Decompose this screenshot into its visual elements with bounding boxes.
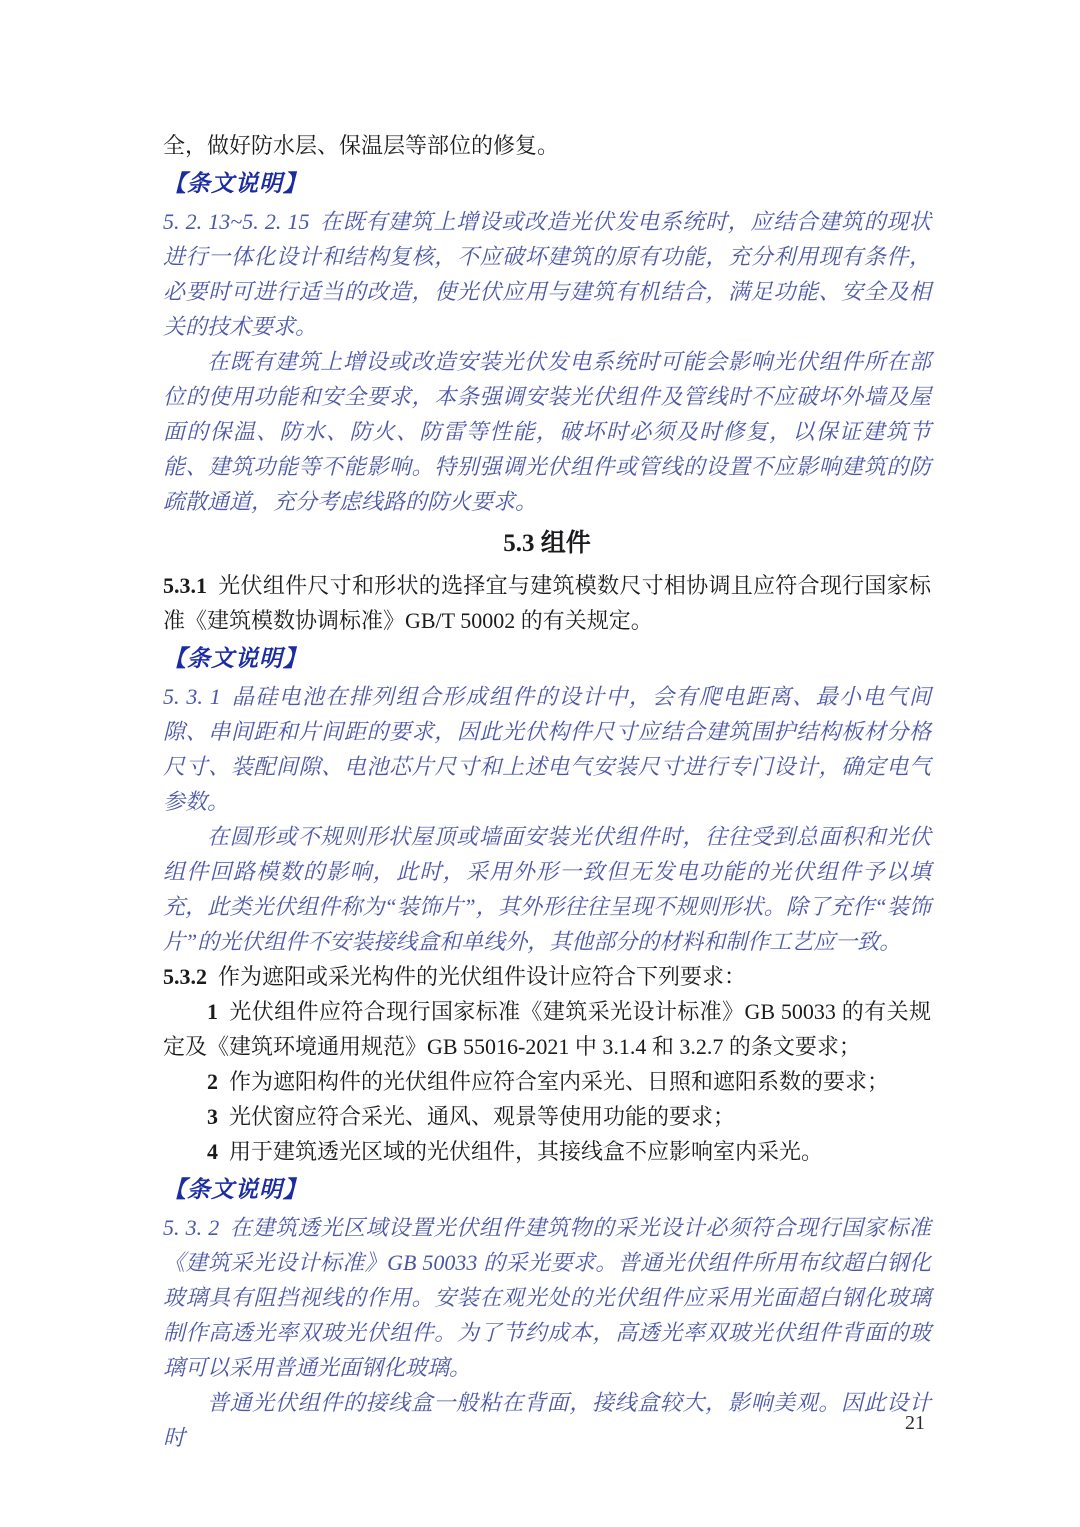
- section-heading-5-3: 5.3 组件: [503, 530, 591, 557]
- note-5-3-1-paragraph-1: [163, 679, 931, 819]
- item-2-text: 作为遮阳构件的光伏组件应符合室内采光、日照和遮阳系数的要求；: [229, 1069, 890, 1094]
- clause-5-3-1-number: 5.3.1: [163, 573, 207, 598]
- page-number: 21: [905, 1412, 925, 1434]
- item-3-text: 光伏窗应符合采光、通风、观景等使用功能的要求；: [229, 1104, 736, 1129]
- note-5-3-1-paragraph-1-text: 晶硅电池在排列组合形成组件的设计中，会有爬电距离、最小电气间隙、串间距和片间距的要求，因此光伏构件尺寸应结合建筑围护结构板材分格尺寸、装配间隙、电池芯片尺寸和上述电气安装尺寸进行专门设计，确定电气参数。: [163, 684, 931, 814]
- note-5-3-1-paragraph-2: 在圆形或不规则形状屋顶或墙面安装光伏组件时，往往受到总面积和光伏组件回路模数的影响，此时，采用外形一致但无发电功能的光伏组件予以填充，此类光伏组件称为“装饰片”，其外形往往呈现不规则形状。除了充作“装饰片”的光伏组件不安装接线盒和单线外，其他部分的材料和制作工艺应一致。: [163, 824, 931, 954]
- item-1-number: 1: [207, 999, 218, 1024]
- clause-5-3-2-item-4: [163, 1134, 931, 1169]
- note-5-3-2-paragraph-2: 普通光伏组件的接线盒一般粘在背面，接线盒较大，影响美观。因此设计时: [163, 1390, 931, 1450]
- clause-5-3-2-text: 作为遮阳或采光构件的光伏组件设计应符合下列要求：: [218, 964, 747, 989]
- continuation-paragraph: 全，做好防水层、保温层等部位的修复。: [163, 133, 560, 158]
- clause-5-3-2-item-3: [163, 1099, 931, 1134]
- note-label-5-3-1: 【条文说明】: [163, 646, 307, 671]
- note-label-5-3-2: 【条文说明】: [163, 1177, 307, 1202]
- note-5-2-paragraph-1-text: 在既有建筑上增设或改造光伏发电系统时，应结合建筑的现状进行一体化设计和结构复核，不应破坏建筑的原有功能，充分利用现有条件，必要时可进行适当的改造，使光伏应用与建筑有机结合，满足功能、安全及相关的技术要求。: [163, 209, 931, 339]
- note-5-3-2-paragraph-1: [163, 1210, 931, 1385]
- clause-5-3-2: [163, 959, 931, 994]
- note-5-3-2-number: 5. 3. 2: [163, 1215, 220, 1240]
- note-label-5-2: 【条文说明】: [163, 171, 307, 196]
- item-4-number: 4: [207, 1139, 218, 1164]
- item-2-number: 2: [207, 1069, 218, 1094]
- note-5-3-2-paragraph-1-text: 在建筑透光区域设置光伏组件建筑物的采光设计必须符合现行国家标准《建筑采光设计标准》GB 50033 的采光要求。普通光伏组件所用布纹超白钢化玻璃具有阻挡视线的作用。安装在观光处的光伏组件应采用光面超白钢化玻璃制作高透光率双玻光伏组件。为了节约成本，高透光率双玻光伏组件背面的玻璃可以采用普通光面钢化玻璃。: [163, 1215, 931, 1380]
- text-column: [163, 128, 931, 1455]
- clause-5-3-2-item-1: [163, 994, 931, 1064]
- note-5-3-1-number: 5. 3. 1: [163, 684, 221, 709]
- item-1-text: 光伏组件应符合现行国家标准《建筑采光设计标准》GB 50033 的有关规定及《建筑环境通用规范》GB 55016-2021 中 3.1.4 和 3.2.7 的条文要求；: [163, 999, 931, 1059]
- item-4-text: 用于建筑透光区域的光伏组件，其接线盒不应影响室内采光。: [229, 1139, 824, 1164]
- item-3-number: 3: [207, 1104, 218, 1129]
- note-5-2-clause-range: 5. 2. 13~5. 2. 15: [163, 209, 310, 234]
- clause-5-3-2-item-2: [163, 1064, 931, 1099]
- clause-5-3-2-number: 5.3.2: [163, 964, 207, 989]
- note-5-2-paragraph-2: 在既有建筑上增设或改造安装光伏发电系统时可能会影响光伏组件所在部位的使用功能和安全要求，本条强调安装光伏组件及管线时不应破坏外墙及屋面的保温、防水、防火、防雷等性能，破坏时必须及时修复，以保证建筑节能、建筑功能等不能影响。特别强调光伏组件或管线的设置不应影响建筑的防疏散通道，充分考虑线路的防火要求。: [163, 349, 931, 514]
- clause-5-3-1-text: 光伏组件尺寸和形状的选择宜与建筑模数尺寸相协调且应符合现行国家标准《建筑模数协调标准》GB/T 50002 的有关规定。: [163, 573, 931, 633]
- note-5-2-paragraph-1: [163, 204, 931, 344]
- clause-5-3-1: [163, 568, 931, 638]
